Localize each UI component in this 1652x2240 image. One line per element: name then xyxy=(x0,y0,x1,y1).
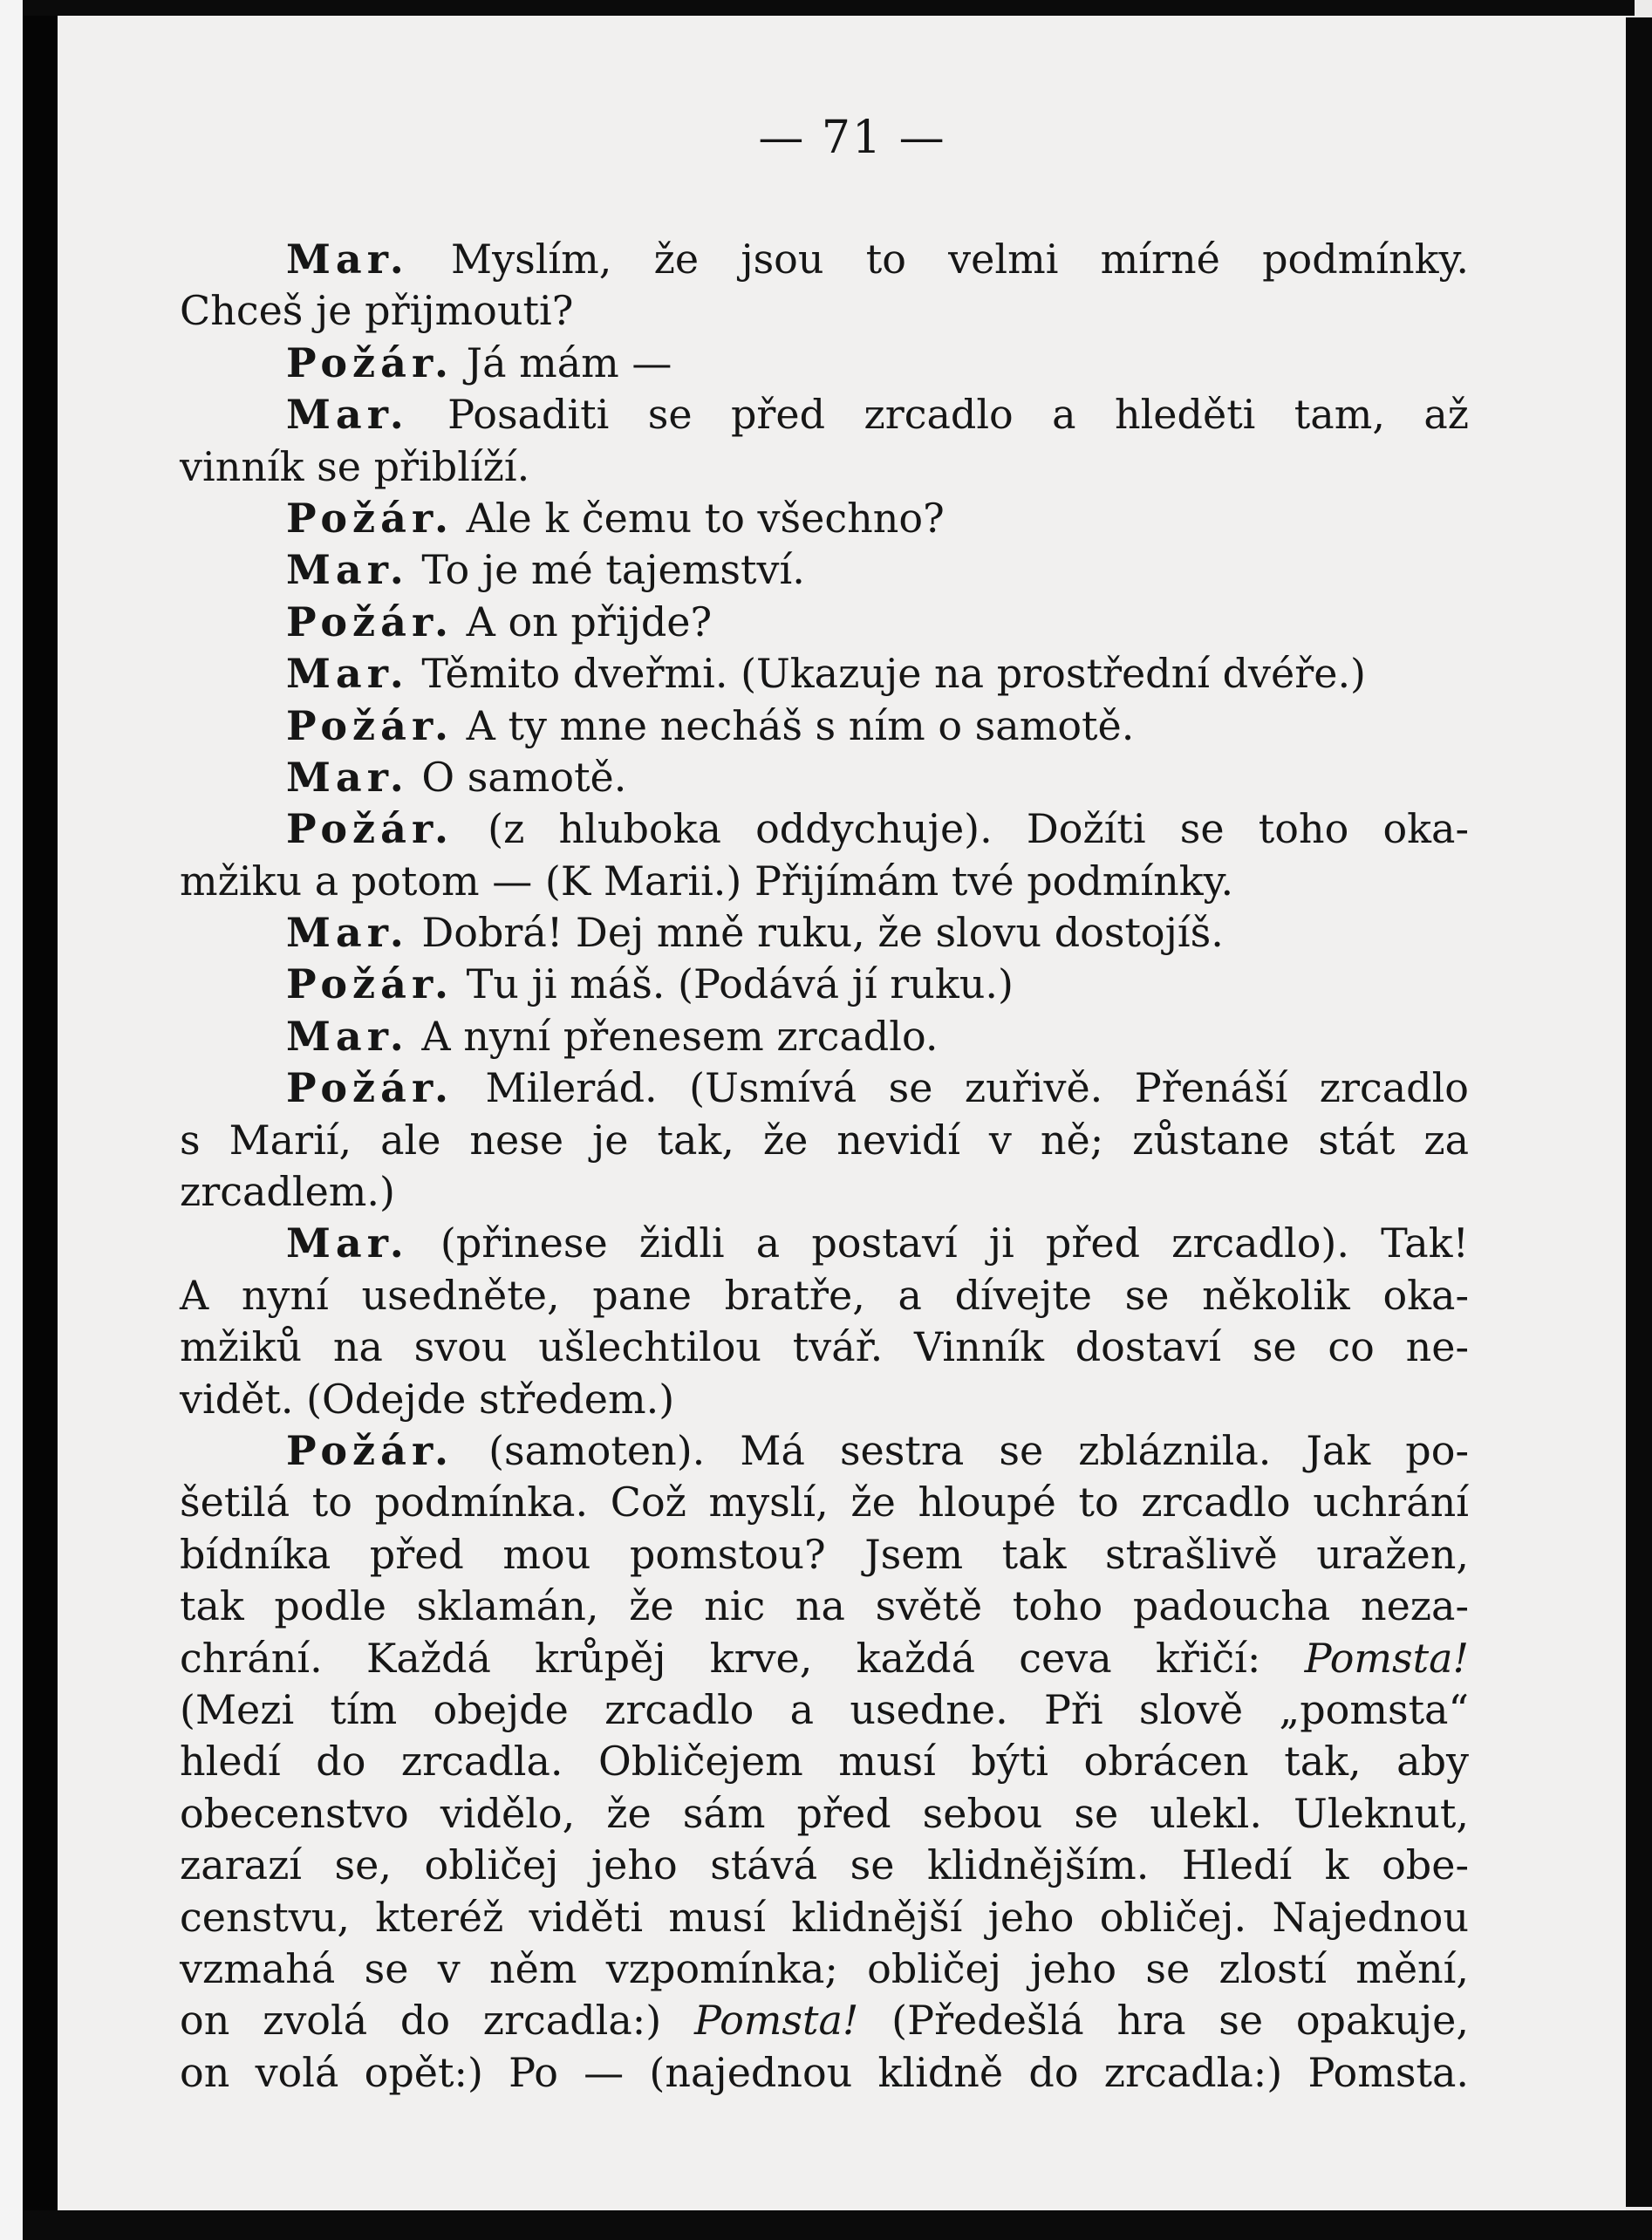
speaker-name: Mar. xyxy=(286,753,409,801)
page-spine xyxy=(0,0,24,2240)
text-line xyxy=(180,700,1469,752)
line-text: A nyní usedněte, pane bratře, a dívejte se několik oka- xyxy=(180,1271,1469,1319)
line-text: Milerád. (Usmívá se zuřivě. Přenáší zrcadlo xyxy=(485,1064,1469,1112)
text-line xyxy=(180,1581,1469,1632)
speaker-name: Mar. xyxy=(286,1012,409,1060)
text-line xyxy=(180,1736,1469,1787)
speaker-name: Požár. xyxy=(286,338,454,386)
italic-word: Pomsta! xyxy=(694,1997,859,2045)
text-line xyxy=(180,493,1469,544)
text-line xyxy=(180,1788,1469,1840)
line-text: šetilá to podmínka. Což myslí, že hloupé to zrcadlo uchrání xyxy=(180,1479,1469,1526)
text-line xyxy=(180,1115,1469,1166)
speaker-name: Požár. xyxy=(286,805,454,853)
italic-word: Pomsta! xyxy=(1304,1634,1470,1682)
text-line xyxy=(180,1892,1469,1943)
line-text: (Mezi tím obejde zrcadlo a usedne. Při slově „pomsta“ xyxy=(180,1685,1469,1733)
line-text: vidět. (Odejde středem.) xyxy=(180,1375,675,1423)
speaker-name: Mar. xyxy=(286,650,409,698)
text-line xyxy=(180,441,1469,493)
line-text: on zvolá do zrcadla:) xyxy=(180,1997,662,2045)
text-line xyxy=(180,1684,1469,1736)
line-text: To je mé tajemství. xyxy=(421,546,805,594)
line-text: zrcadlem.) xyxy=(180,1168,395,1216)
line-text: A ty mne necháš s ním o samotě. xyxy=(466,701,1135,749)
text-line xyxy=(180,752,1469,803)
line-text: s Marií, ale nese je tak, že nevidí v ně; zůstane stát za xyxy=(180,1116,1469,1164)
text-line xyxy=(180,1943,1469,1995)
line-text: Ale k čemu to všechno? xyxy=(466,494,945,542)
line-text: vzmahá se v něm vzpomínka; obličej jeho se zlostí mění, xyxy=(180,1944,1469,1992)
speaker-name: Požár. xyxy=(286,1426,454,1474)
text-line xyxy=(180,1062,1469,1114)
line-text: (přinese židli a postaví ji před zrcadlo). Tak! xyxy=(440,1219,1470,1267)
top-scan-border xyxy=(23,0,1635,16)
text-line xyxy=(180,1840,1469,1891)
text-line xyxy=(180,1425,1469,1477)
line-text: Já mám — xyxy=(466,338,672,386)
text-line xyxy=(180,1166,1469,1218)
text-line xyxy=(180,2047,1469,2099)
speaker-name: Mar. xyxy=(286,1219,409,1267)
speaker-name: Požár. xyxy=(286,960,454,1008)
line-text: Chceš je přijmouti? xyxy=(180,287,574,335)
text-line xyxy=(180,338,1469,389)
line-text: A nyní přenesem zrcadlo. xyxy=(421,1012,939,1060)
line-text: tak podle sklamán, že nic na světě toho padoucha neza- xyxy=(180,1582,1469,1630)
play-text xyxy=(180,234,1469,2099)
line-text: Tu ji máš. (Podává jí ruku.) xyxy=(466,960,1014,1008)
text-line xyxy=(180,234,1469,285)
line-text: bídníka před mou pomstou? Jsem tak strašlivě uražen, xyxy=(180,1530,1469,1578)
text-line xyxy=(180,597,1469,648)
speaker-name: Požár. xyxy=(286,1064,454,1112)
speaker-name: Mar. xyxy=(286,236,409,283)
line-text: (samoten). Má sestra se zbláznila. Jak po- xyxy=(488,1426,1469,1474)
text-line xyxy=(180,544,1469,596)
line-text: vinník se přiblíží. xyxy=(180,442,530,490)
line-text: Posaditi se před zrcadlo a hleděti tam, až xyxy=(447,391,1469,439)
text-line xyxy=(180,1374,1469,1425)
text-line xyxy=(180,1633,1469,1684)
text-line xyxy=(180,856,1469,907)
speaker-name: Mar. xyxy=(286,391,409,439)
line-text: on volá opět:) Po — (najednou klidně do zrcadla:) Pomsta. xyxy=(180,2048,1469,2096)
text-line xyxy=(180,803,1469,855)
speaker-name: Požár. xyxy=(286,494,454,542)
line-text: Těmito dveřmi. (Ukazuje na prostřední dvéře.) xyxy=(421,650,1367,698)
line-text: censtvu, kteréž viděti musí klidnější jeho obličej. Najednou xyxy=(180,1893,1469,1941)
text-line xyxy=(180,959,1469,1010)
speaker-name: Mar. xyxy=(286,546,409,594)
line-text-tail: (Předešlá hra se opakuje, xyxy=(891,1997,1470,2045)
line-text: zarazí se, obličej jeho stává se klidnějším. Hledí k obe- xyxy=(180,1841,1469,1889)
text-line xyxy=(180,1270,1469,1321)
line-text: hledí do zrcadla. Obličejem musí býti obrácen tak, aby xyxy=(180,1738,1469,1786)
text-line xyxy=(180,1529,1469,1581)
line-text: A on přijde? xyxy=(466,598,713,645)
line-text: O samotě. xyxy=(421,753,627,801)
speaker-name: Požár. xyxy=(286,701,454,749)
text-line xyxy=(180,1321,1469,1373)
line-text: Myslím, že jsou to velmi mírné podmínky. xyxy=(451,236,1469,283)
text-line xyxy=(180,1218,1469,1269)
line-text: Dobrá! Dej mně ruku, že slovu dostojíš. xyxy=(421,909,1224,957)
page-number: — 71 — xyxy=(758,112,946,164)
bottom-scan-border xyxy=(23,2210,1652,2240)
text-line xyxy=(180,1477,1469,1528)
line-text: chrání. Každá krůpěj krve, každá ceva křičí: xyxy=(180,1634,1261,1682)
text-line xyxy=(180,648,1469,700)
line-text: mžiku a potom — (K Marii.) Přijímám tvé podmínky. xyxy=(180,857,1234,905)
speaker-name: Požár. xyxy=(286,598,454,645)
text-line xyxy=(180,389,1469,440)
line-text: mžiků na svou ušlechtilou tvář. Vinník dostaví se co ne- xyxy=(180,1323,1469,1371)
right-scan-border xyxy=(1626,17,1652,2207)
text-line xyxy=(180,285,1469,337)
left-scan-border xyxy=(23,0,58,2240)
text-line xyxy=(180,1011,1469,1062)
text-line xyxy=(180,1995,1469,2046)
line-text: (z hluboka oddychuje). Dožíti se toho oka- xyxy=(488,805,1469,853)
speaker-name: Mar. xyxy=(286,909,409,957)
line-text: obecenstvo vidělo, že sám před sebou se ulekl. Uleknut, xyxy=(180,1789,1469,1837)
text-line xyxy=(180,907,1469,959)
